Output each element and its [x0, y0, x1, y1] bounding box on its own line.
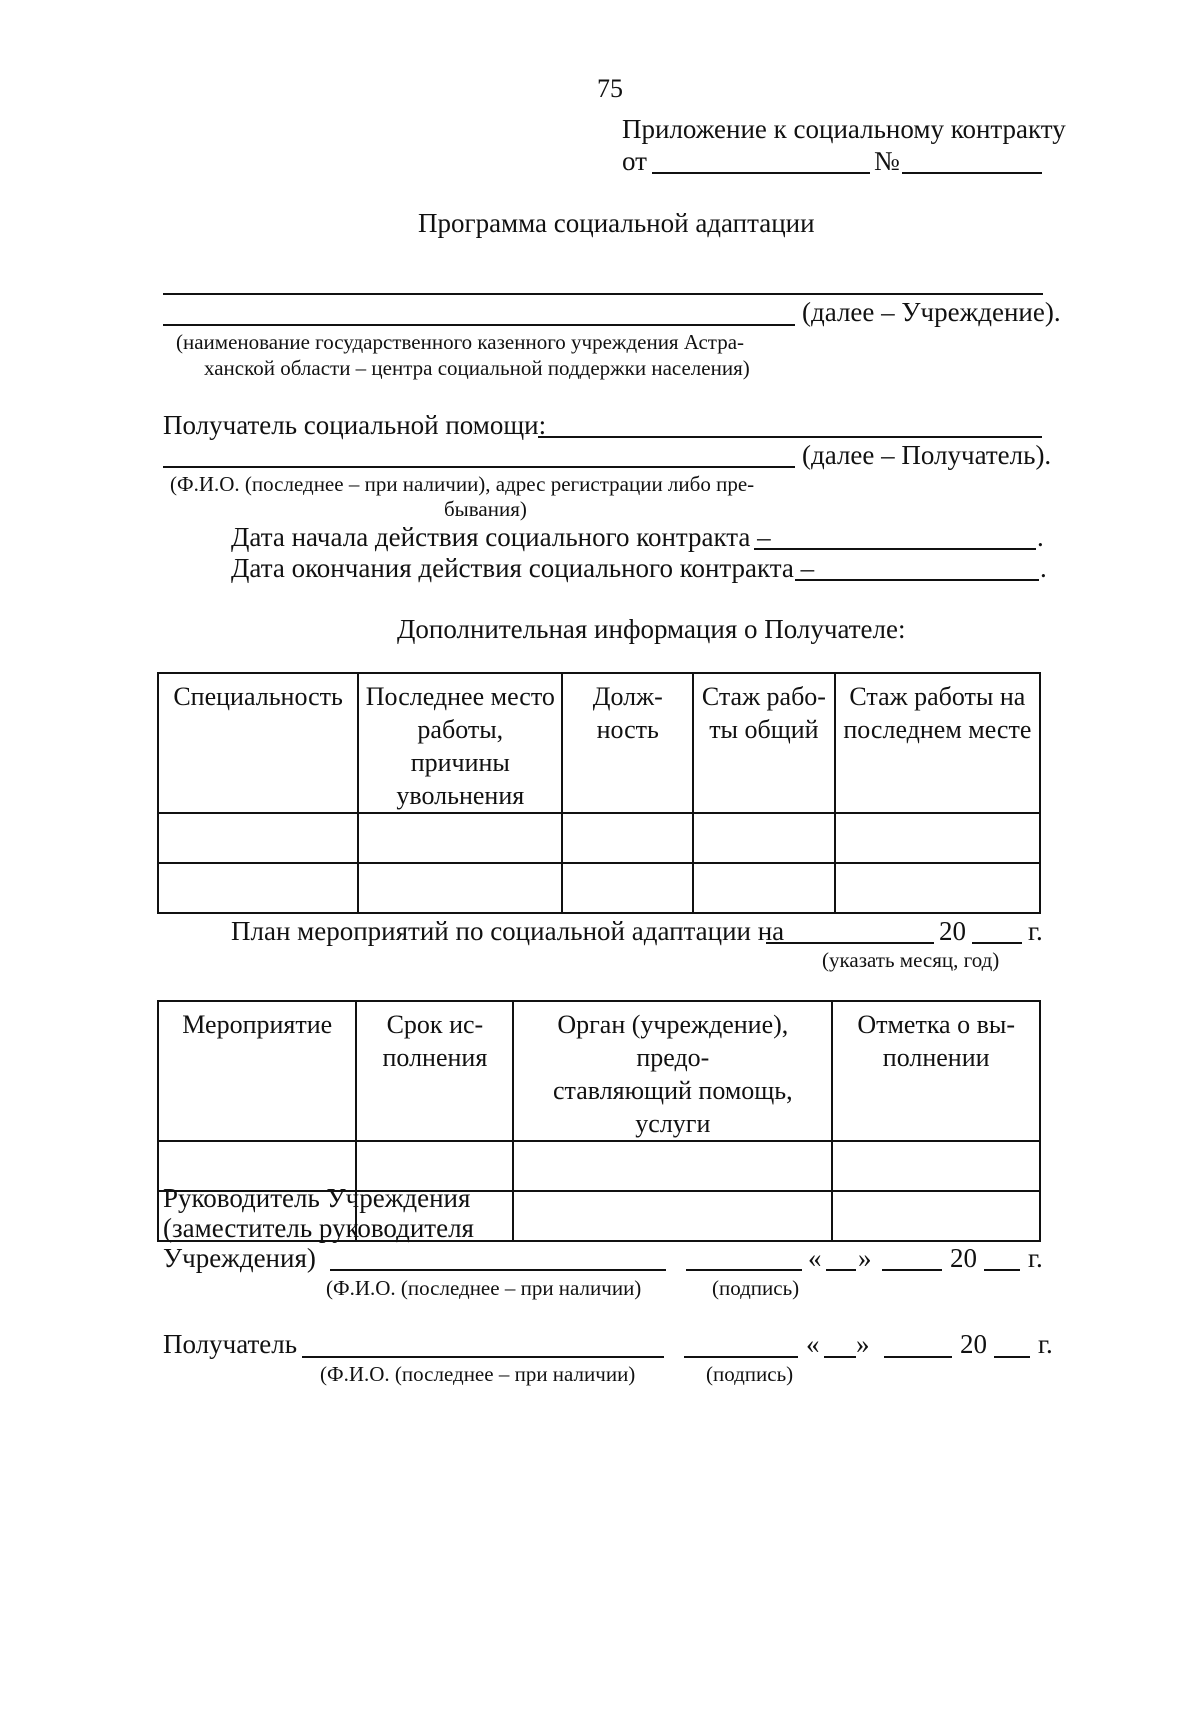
table-row: [158, 813, 1040, 863]
head-signature-field[interactable]: [686, 1269, 802, 1271]
header-total-experience: Стаж рабо- ты общий: [693, 673, 835, 813]
plan-caption: (указать месяц, год): [822, 948, 1000, 972]
institution-name-field[interactable]: [163, 293, 1043, 295]
institution-name-field-2[interactable]: [163, 324, 795, 326]
recipient-year-prefix: 20: [960, 1329, 987, 1359]
contract-number-field[interactable]: [902, 172, 1042, 174]
table-cell[interactable]: [693, 863, 835, 913]
contract-date-field[interactable]: [652, 172, 870, 174]
header-last-experience: Стаж работы на последнем месте: [835, 673, 1040, 813]
recipient-name-field[interactable]: [538, 436, 1042, 438]
plan-year-field[interactable]: [972, 942, 1022, 944]
end-date-period: .: [1040, 553, 1047, 583]
table-cell[interactable]: [832, 1191, 1040, 1241]
plan-month-field[interactable]: [766, 942, 934, 944]
recipient-caption-2: бывания): [444, 497, 527, 521]
head-title-2: (заместитель руководителя: [163, 1213, 474, 1243]
table-cell[interactable]: [562, 863, 693, 913]
head-year-field[interactable]: [984, 1269, 1020, 1271]
header-position: Долж- ность: [562, 673, 693, 813]
recipient-fio-field[interactable]: [302, 1356, 664, 1358]
table-cell[interactable]: [832, 1141, 1040, 1191]
head-year-prefix: 20: [950, 1243, 977, 1273]
institution-caption-1: (наименование государственного казенного учреждения Астра-: [176, 330, 745, 354]
head-sign-caption: (подпись): [712, 1276, 800, 1300]
plan-year-suffix: г.: [1028, 916, 1043, 946]
head-year-suffix: г.: [1028, 1243, 1043, 1273]
recipient-name-field-2[interactable]: [163, 466, 795, 468]
start-date-label: Дата начала действия социального контракта –: [231, 522, 771, 552]
document-title: Программа социальной адаптации: [418, 208, 815, 238]
number-label: №: [874, 146, 900, 176]
recipient-sign-label: Получатель: [163, 1329, 298, 1359]
institution-suffix: (далее – Учреждение).: [802, 297, 1061, 327]
table-cell[interactable]: [513, 1141, 832, 1191]
header-specialty: Специальность: [158, 673, 358, 813]
table-cell[interactable]: [358, 813, 562, 863]
head-title-3: Учреждения): [163, 1243, 316, 1273]
head-quote-close: »: [858, 1243, 872, 1273]
recipient-suffix: (далее – Получатель).: [802, 440, 1052, 470]
table-cell[interactable]: [513, 1191, 832, 1241]
recipient-quote-open: «: [806, 1329, 820, 1359]
header-deadline: Срок ис- полнения: [356, 1001, 513, 1141]
recipient-sign-caption: (подпись): [706, 1362, 794, 1386]
recipient-caption-1: (Ф.И.О. (последнее – при наличии), адрес регистрации либо пре-: [170, 472, 755, 496]
recipient-signature-field[interactable]: [684, 1356, 798, 1358]
header-providing-body: Орган (учреждение), предо- ставляющий помощь, услуги: [513, 1001, 832, 1141]
head-fio-field[interactable]: [330, 1269, 666, 1271]
start-date-period: .: [1037, 522, 1044, 552]
recipient-year-suffix: г.: [1038, 1329, 1053, 1359]
from-label: от: [622, 146, 647, 176]
table-cell[interactable]: [562, 813, 693, 863]
head-day-field[interactable]: [826, 1269, 856, 1271]
recipient-fio-caption: (Ф.И.О. (последнее – при наличии): [320, 1362, 636, 1386]
table-cell[interactable]: [835, 813, 1040, 863]
plan-year-prefix: 20: [939, 916, 966, 946]
table-row: [158, 863, 1040, 913]
recipient-day-field[interactable]: [824, 1356, 856, 1358]
page-number: 75: [597, 74, 623, 103]
end-date-field[interactable]: [795, 579, 1039, 581]
recipient-year-field[interactable]: [994, 1356, 1030, 1358]
recipient-month-field[interactable]: [884, 1356, 952, 1358]
table-cell[interactable]: [158, 863, 358, 913]
institution-caption-2: ханской области – центра социальной поддержки населения): [204, 356, 750, 380]
appendix-title: Приложение к социальному контракту: [622, 114, 1066, 144]
start-date-field[interactable]: [754, 548, 1036, 550]
additional-info-title: Дополнительная информация о Получателе:: [397, 614, 906, 644]
head-month-field[interactable]: [882, 1269, 942, 1271]
table-cell[interactable]: [158, 813, 358, 863]
table-cell[interactable]: [693, 813, 835, 863]
end-date-label: Дата окончания действия социального контракта –: [231, 553, 815, 583]
additional-info-table: [157, 672, 1041, 914]
plan-label: План мероприятий по социальной адаптации на: [231, 916, 785, 946]
table-cell[interactable]: [835, 863, 1040, 913]
header-completion-mark: Отметка о вы- полнении: [832, 1001, 1040, 1141]
recipient-quote-close: »: [856, 1329, 870, 1359]
recipient-label: Получатель социальной помощи:: [163, 410, 547, 440]
head-title-1: Руководитель Учреждения: [163, 1183, 471, 1213]
header-last-workplace: Последнее место работы, причины увольнения: [358, 673, 562, 813]
header-activity: Мероприятие: [158, 1001, 356, 1141]
head-fio-caption: (Ф.И.О. (последнее – при наличии): [326, 1276, 642, 1300]
table-cell[interactable]: [358, 863, 562, 913]
head-quote-open: «: [808, 1243, 822, 1273]
